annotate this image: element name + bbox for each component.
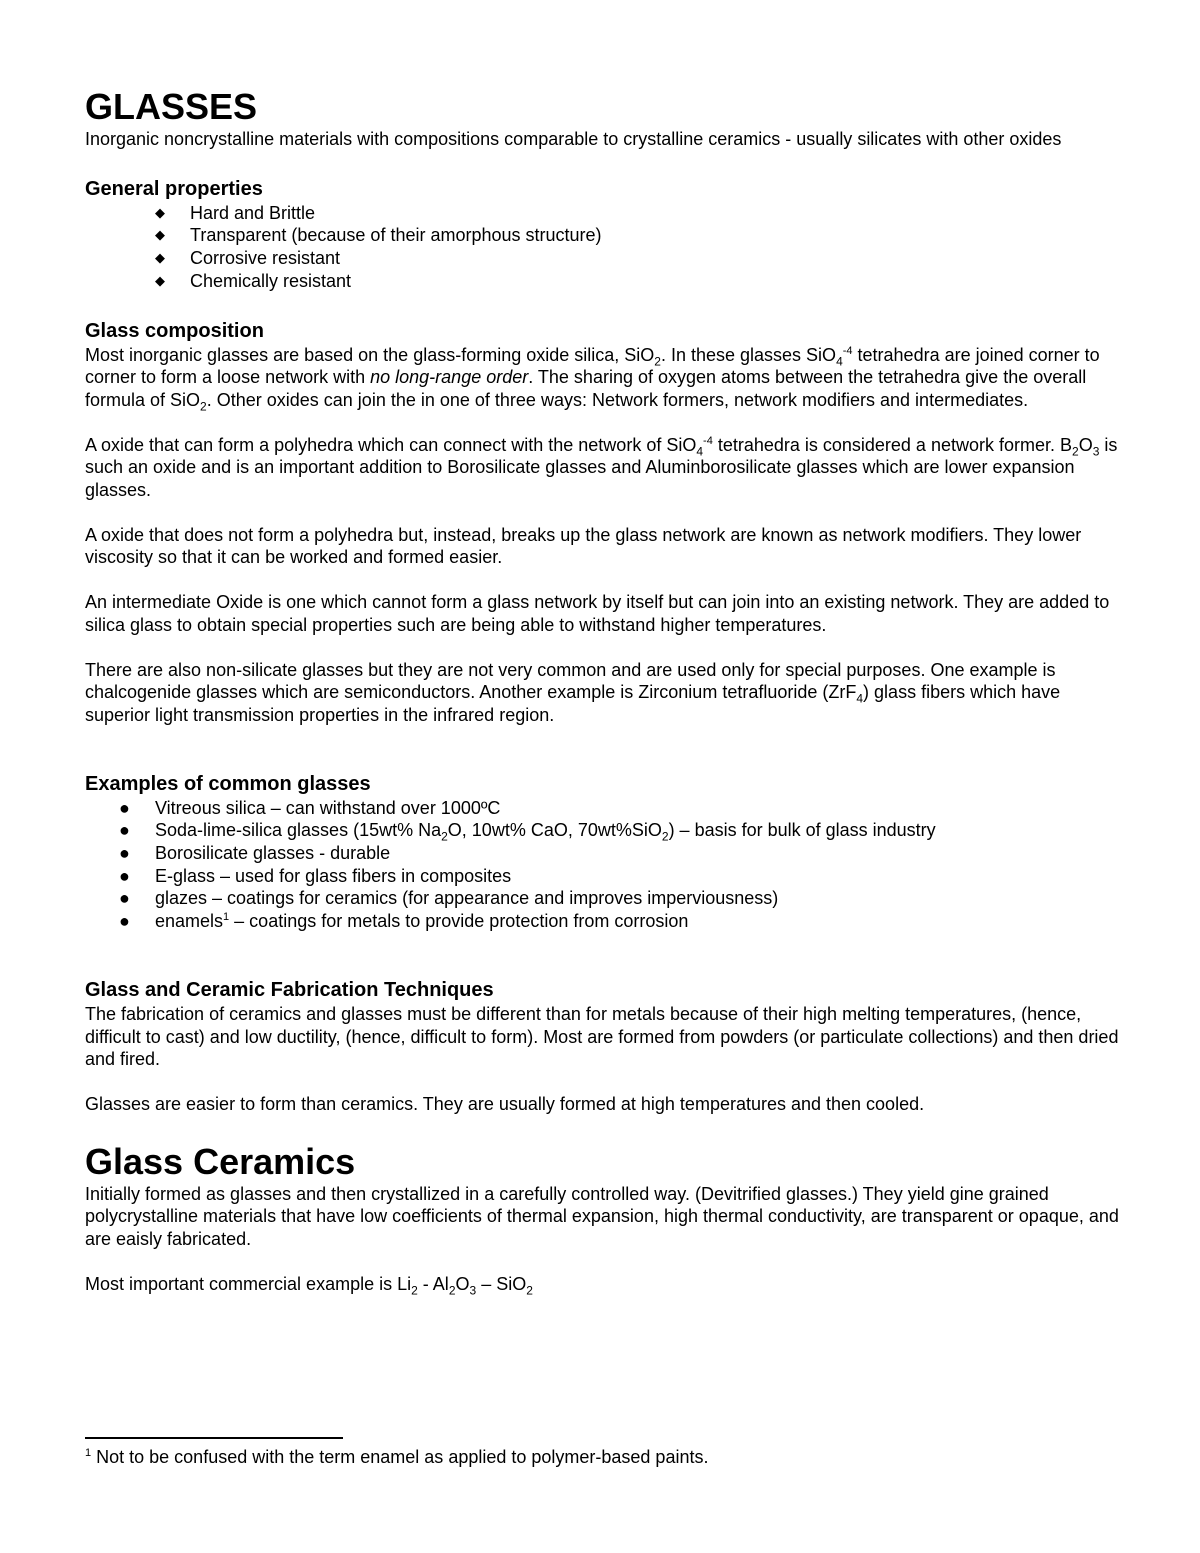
disc-bullet-icon: ● — [119, 911, 130, 932]
list-item: ● Vitreous silica – can withstand over 1000ºC — [119, 797, 501, 818]
list-item: ◆ Transparent (because of their amorphous structure) — [155, 225, 602, 246]
composition-paragraph-4: An intermediate Oxide is one which cannot form a glass network by itself but can join into an existing network. They are added to silica glass to obtain special properties such are being able to withstand higher temperatures. — [85, 592, 1110, 635]
diamond-bullet-icon: ◆ — [155, 204, 165, 220]
general-properties-heading: General properties — [85, 177, 263, 200]
list-item: ◆ Corrosive resistant — [155, 248, 341, 269]
footnote-separator — [85, 1437, 343, 1439]
intro-paragraph: Inorganic noncrystalline materials with compositions comparable to crystalline ceramics - usually silicates with other oxides — [85, 129, 1062, 149]
composition-paragraph-5: There are also non-silicate glasses but they are not very common and are used only for special purposes. One example is chalcogenide glasses which are semiconductors. Another example is Zirconium tetrafluoride (ZrF$_4$) glass fibers which have superior light transmission properties in the infrared region. — [85, 659, 1061, 725]
list-item: ◆ Chemically resistant — [155, 270, 352, 291]
footnote-reference[interactable]: 1 — [223, 911, 230, 924]
disc-bullet-icon: ● — [119, 865, 130, 886]
examples-list — [85, 797, 1120, 933]
page-title: GLASSES — [85, 86, 258, 127]
document-page — [85, 86, 1120, 1296]
footnote — [85, 1446, 708, 1468]
disc-bullet-icon: ● — [119, 820, 130, 841]
fabrication-paragraph-1: The fabrication of ceramics and glasses must be different than for metals because of their high melting temperatures, (hence, difficult to cast) and low ductility, (hence, difficult to form). Most are formed from powders (or particulate collections) and then dried and fired. — [85, 1003, 1119, 1070]
diamond-bullet-icon: ◆ — [155, 250, 165, 266]
examples-heading: Examples of common glasses — [85, 772, 371, 795]
footnote-mark: 1 — [85, 1447, 92, 1459]
ceramics-paragraph-1: Initially formed as glasses and then crystallized in a carefully controlled way. (Devitrified glasses.) They yield gine grained polycrystalline materials that have low coefficients of thermal expansion, high thermal conductivity, are transparent or opaque, and are eaisly fabricated. — [85, 1183, 1119, 1250]
footnote-text: Not to be confused with the term enamel as applied to polymer-based paints. — [91, 1447, 709, 1467]
general-properties-list — [85, 202, 1120, 293]
composition-paragraph-2: A oxide that can form a polyhedra which can connect with the network of SiO$_4^{-4}$ tetrahedra is considered a network former. $B_2O_3$ is such an oxide and is an important addition to Borosilicate glasses and Aluminborosilicate glasses which are lower expansion glasses. — [85, 434, 1118, 501]
fabrication-paragraph-2: Glasses are easier to form than ceramics. They are usually formed at high temperatures and then cooled. — [85, 1093, 925, 1114]
disc-bullet-icon: ● — [119, 797, 130, 818]
fabrication-heading: Glass and Ceramic Fabrication Techniques — [85, 978, 494, 1001]
list-item: ● Soda-lime-silica glasses (15wt% $Na_2O$, 10wt% CaO, 70wt%SiO$_2$) – basis for bulk of glass industry — [119, 820, 936, 844]
list-item: ◆ Hard and Brittle — [155, 202, 316, 223]
composition-paragraph-3: A oxide that does not form a polyhedra but, instead, breaks up the glass network are known as network modifiers. They lower viscosity so that it can be worked and formed easier. — [85, 524, 1082, 568]
diamond-bullet-icon: ◆ — [155, 272, 165, 288]
glass-composition-heading: Glass composition — [85, 319, 264, 342]
diamond-bullet-icon: ◆ — [155, 227, 165, 243]
list-item: ● E-glass – used for glass fibers in composites — [119, 865, 512, 886]
disc-bullet-icon: ● — [119, 843, 130, 864]
disc-bullet-icon: ● — [119, 888, 130, 909]
glass-ceramics-title: Glass Ceramics — [85, 1140, 356, 1182]
list-item: ● Borosilicate glasses - durable — [119, 843, 391, 864]
ceramics-paragraph-2: Most important commercial example is $Li_2 - Al_2O_3 - SiO_2$ — [85, 1273, 533, 1298]
composition-paragraph-1: Most inorganic glasses are based on the glass-forming oxide silica, SiO$_2$. In these glasses SiO$_4^{-4}$ tetrahedra are joined corner to corner to form a loose network with no long-range order. The sharing of oxygen atoms between the tetrahedra give the overall formula of SiO$_2$. Other oxides can join the in one of three ways: Network formers, network modifiers and intermediates. — [85, 344, 1100, 414]
list-item: ● glazes – coatings for ceramics (for appearance and improves imperviousness) — [119, 888, 779, 909]
list-item: ● enamels$^1$ – coatings for metals to provide protection from corrosion — [119, 911, 689, 932]
